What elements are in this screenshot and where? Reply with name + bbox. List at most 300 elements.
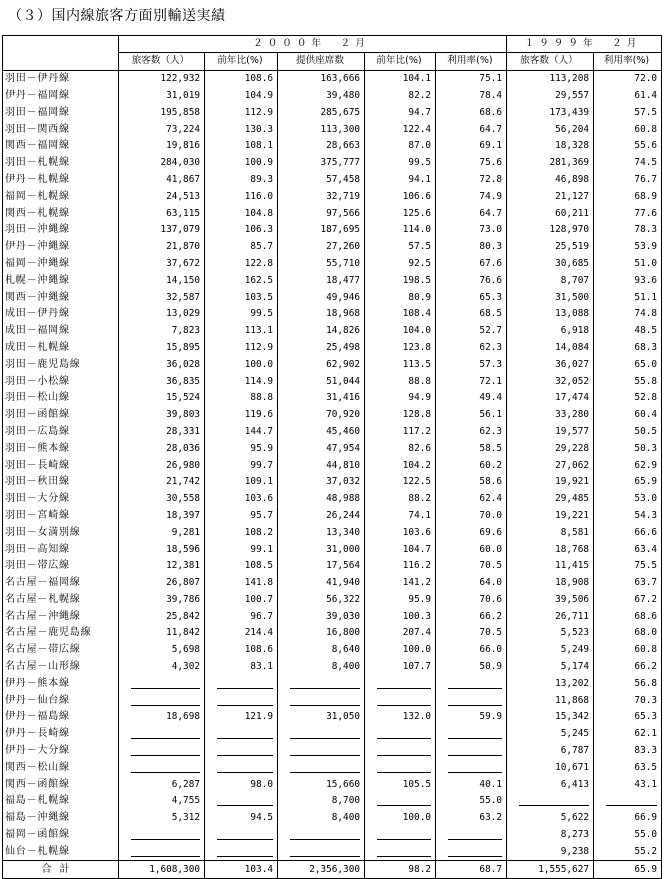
cell-load1999: 68.3 xyxy=(594,340,662,357)
cell-p1999: 128,970 xyxy=(507,222,594,239)
route-name: 関西－松山線 xyxy=(5,761,70,773)
cell-load: 56.1 xyxy=(436,407,507,424)
cell-seats-yoy: 117.2 xyxy=(365,424,436,441)
route-name: 羽田－熊本線 xyxy=(5,442,70,454)
cell-load: 64.7 xyxy=(436,205,507,222)
cell-p2000: 73,224 xyxy=(119,121,205,138)
cell-p2000: 15,524 xyxy=(119,390,205,407)
cell-p1999: 46,898 xyxy=(507,172,594,189)
cell-load: 72.8 xyxy=(436,172,507,189)
table-row xyxy=(3,692,662,709)
table-row xyxy=(3,222,662,239)
cell-seats-yoy: 103.6 xyxy=(365,524,436,541)
route-name: 伊丹－仙台線 xyxy=(5,694,70,706)
cell-yoy: 89.3 xyxy=(205,172,278,189)
cell-p1999: 25,519 xyxy=(507,239,594,256)
total-seats-yoy: 98.2 xyxy=(365,861,436,879)
cell-seats: 47,954 xyxy=(278,440,365,457)
total-yoy: 103.4 xyxy=(205,861,278,879)
cell-p1999: 13,088 xyxy=(507,306,594,323)
cell-p2000 xyxy=(119,827,205,844)
transport-table xyxy=(2,35,662,879)
cell-yoy: 108.6 xyxy=(205,642,278,659)
cell-yoy: 103.5 xyxy=(205,289,278,306)
cell-load1999: 50.3 xyxy=(594,440,662,457)
cell-load: 80.3 xyxy=(436,239,507,256)
cell-p1999: 29,485 xyxy=(507,491,594,508)
cell-seats-yoy xyxy=(365,675,436,692)
cell-yoy: 108.2 xyxy=(205,524,278,541)
cell-load: 69.6 xyxy=(436,524,507,541)
cell-seats: 48,988 xyxy=(278,491,365,508)
cell-seats: 26,244 xyxy=(278,508,365,525)
cell-seats xyxy=(278,743,365,760)
cell-load: 62.3 xyxy=(436,340,507,357)
cell-seats-yoy: 128.8 xyxy=(365,407,436,424)
route-name: 名古屋－鹿児島線 xyxy=(5,627,92,639)
cell-load1999: 74.5 xyxy=(594,155,662,172)
cell-yoy: 95.7 xyxy=(205,508,278,525)
cell-load1999: 53.9 xyxy=(594,239,662,256)
table-row xyxy=(3,424,662,441)
cell-load1999: 66.6 xyxy=(594,524,662,541)
cell-seats: 8,700 xyxy=(278,793,365,810)
cell-load1999: 52.8 xyxy=(594,390,662,407)
no-data-dash xyxy=(377,830,431,840)
cell-yoy: 116.0 xyxy=(205,188,278,205)
cell-p2000: 19,816 xyxy=(119,138,205,155)
cell-seats xyxy=(278,692,365,709)
route-name: 名古屋－福岡線 xyxy=(5,577,81,589)
cell-p2000: 18,397 xyxy=(119,508,205,525)
no-data-dash xyxy=(377,763,431,773)
cell-load1999: 51.0 xyxy=(594,256,662,273)
no-data-dash xyxy=(290,830,360,840)
cell-yoy xyxy=(205,843,278,860)
header-blank xyxy=(3,36,119,53)
cell-load1999: 93.6 xyxy=(594,272,662,289)
cell-seats: 39,030 xyxy=(278,608,365,625)
cell-seats: 57,458 xyxy=(278,172,365,189)
route-name: 関西－函館線 xyxy=(5,778,70,790)
cell-load: 74.9 xyxy=(436,188,507,205)
cell-load1999: 54.3 xyxy=(594,508,662,525)
no-data-dash xyxy=(217,847,273,857)
cell-load: 58.5 xyxy=(436,440,507,457)
cell-load: 55.0 xyxy=(436,793,507,810)
route-name: 羽田－伊丹線 xyxy=(5,73,70,85)
route-name: 伊丹－熊本線 xyxy=(5,677,70,689)
no-data-dash xyxy=(217,763,273,773)
cell-p2000: 5,312 xyxy=(119,810,205,827)
cell-yoy xyxy=(205,743,278,760)
header-seats: 提供座席数 xyxy=(278,53,365,71)
cell-load1999 xyxy=(594,793,662,810)
cell-load: 75.6 xyxy=(436,155,507,172)
cell-yoy: 96.7 xyxy=(205,608,278,625)
cell-p2000: 28,331 xyxy=(119,424,205,441)
no-data-dash xyxy=(606,796,657,806)
route-name: 羽田－女満別線 xyxy=(5,526,81,538)
route-name: 札幌－沖縄線 xyxy=(5,274,70,286)
no-data-dash xyxy=(131,729,200,739)
cell-load: 50.9 xyxy=(436,659,507,676)
cell-yoy xyxy=(205,793,278,810)
cell-p2000: 11,842 xyxy=(119,625,205,642)
cell-seats: 41,940 xyxy=(278,575,365,592)
cell-seats: 163,666 xyxy=(278,70,365,87)
no-data-dash xyxy=(290,746,360,756)
cell-p2000 xyxy=(119,692,205,709)
cell-p1999: 56,204 xyxy=(507,121,594,138)
cell-load: 62.4 xyxy=(436,491,507,508)
no-data-dash xyxy=(217,729,273,739)
cell-p2000: 12,381 xyxy=(119,558,205,575)
cell-load: 64.7 xyxy=(436,121,507,138)
cell-seats: 55,710 xyxy=(278,256,365,273)
no-data-dash xyxy=(377,696,431,706)
cell-load: 60.0 xyxy=(436,541,507,558)
cell-seats-yoy: 207.4 xyxy=(365,625,436,642)
cell-seats-yoy: 106.6 xyxy=(365,188,436,205)
cell-load1999: 65.9 xyxy=(594,474,662,491)
cell-yoy xyxy=(205,726,278,743)
table-row xyxy=(3,776,662,793)
cell-load: 66.0 xyxy=(436,642,507,659)
table-row xyxy=(3,592,662,609)
table-row xyxy=(3,558,662,575)
cell-yoy: 104.9 xyxy=(205,88,278,105)
cell-p1999: 6,413 xyxy=(507,776,594,793)
cell-p2000: 4,302 xyxy=(119,659,205,676)
route-name: 成田－伊丹線 xyxy=(5,308,70,320)
cell-load1999: 75.5 xyxy=(594,558,662,575)
cell-load1999: 51.1 xyxy=(594,289,662,306)
cell-load xyxy=(436,759,507,776)
cell-p2000: 26,980 xyxy=(119,457,205,474)
no-data-dash xyxy=(448,830,502,840)
table-row xyxy=(3,810,662,827)
cell-load: 58.6 xyxy=(436,474,507,491)
cell-seats: 18,968 xyxy=(278,306,365,323)
cell-load1999: 48.5 xyxy=(594,323,662,340)
cell-seats-yoy: 57.5 xyxy=(365,239,436,256)
cell-seats-yoy: 104.1 xyxy=(365,70,436,87)
cell-yoy: 100.9 xyxy=(205,155,278,172)
no-data-dash xyxy=(217,746,273,756)
route-name: 伊丹－長崎線 xyxy=(5,728,70,740)
cell-load: 76.6 xyxy=(436,272,507,289)
route-name: 伊丹－沖縄線 xyxy=(5,241,70,253)
cell-p1999: 60,211 xyxy=(507,205,594,222)
cell-load: 49.4 xyxy=(436,390,507,407)
cell-seats-yoy: 104.2 xyxy=(365,457,436,474)
cell-p1999: 13,202 xyxy=(507,675,594,692)
no-data-dash xyxy=(448,746,502,756)
route-name: 名古屋－札幌線 xyxy=(5,593,81,605)
table-row xyxy=(3,491,662,508)
cell-seats-yoy xyxy=(365,692,436,709)
cell-p1999: 36,027 xyxy=(507,356,594,373)
cell-p1999: 5,523 xyxy=(507,625,594,642)
table-row xyxy=(3,121,662,138)
cell-seats-yoy: 104.7 xyxy=(365,541,436,558)
cell-yoy: 108.5 xyxy=(205,558,278,575)
cell-load1999: 63.4 xyxy=(594,541,662,558)
cell-yoy: 99.1 xyxy=(205,541,278,558)
table-row xyxy=(3,474,662,491)
cell-p1999: 19,921 xyxy=(507,474,594,491)
table-row xyxy=(3,608,662,625)
route-name: 羽田－札幌線 xyxy=(5,157,70,169)
cell-p1999: 5,174 xyxy=(507,659,594,676)
cell-seats-yoy: 99.5 xyxy=(365,155,436,172)
cell-load1999: 55.6 xyxy=(594,138,662,155)
cell-seats-yoy: 104.0 xyxy=(365,323,436,340)
cell-yoy: 100.7 xyxy=(205,592,278,609)
cell-seats-yoy: 94.7 xyxy=(365,104,436,121)
route-name: 関西－福岡線 xyxy=(5,140,70,152)
cell-p2000: 39,786 xyxy=(119,592,205,609)
cell-seats-yoy: 108.4 xyxy=(365,306,436,323)
cell-seats: 37,032 xyxy=(278,474,365,491)
cell-seats: 17,564 xyxy=(278,558,365,575)
cell-load1999: 65.0 xyxy=(594,356,662,373)
cell-load: 63.2 xyxy=(436,810,507,827)
cell-load: 40.1 xyxy=(436,776,507,793)
route-name: 仙台－札幌線 xyxy=(5,845,70,857)
table-row xyxy=(3,675,662,692)
cell-p2000: 15,895 xyxy=(119,340,205,357)
cell-seats: 45,460 xyxy=(278,424,365,441)
cell-seats-yoy xyxy=(365,726,436,743)
route-name: 羽田－長崎線 xyxy=(5,459,70,471)
route-name: 羽田－福岡線 xyxy=(5,106,70,118)
cell-seats: 8,640 xyxy=(278,642,365,659)
route-name: 福島－札幌線 xyxy=(5,795,70,807)
no-data-dash xyxy=(377,729,431,739)
cell-p1999: 8,273 xyxy=(507,827,594,844)
cell-load1999: 68.9 xyxy=(594,188,662,205)
cell-seats-yoy: 82.2 xyxy=(365,88,436,105)
cell-seats: 28,663 xyxy=(278,138,365,155)
cell-p2000: 21,870 xyxy=(119,239,205,256)
table-row xyxy=(3,642,662,659)
cell-load1999: 70.3 xyxy=(594,692,662,709)
cell-seats-yoy xyxy=(365,827,436,844)
no-data-dash xyxy=(448,847,502,857)
cell-seats: 13,340 xyxy=(278,524,365,541)
no-data-dash xyxy=(131,679,200,689)
cell-seats-yoy: 94.1 xyxy=(365,172,436,189)
table-row xyxy=(3,407,662,424)
cell-load1999: 60.8 xyxy=(594,642,662,659)
cell-load1999: 77.6 xyxy=(594,205,662,222)
cell-seats-yoy xyxy=(365,843,436,860)
table-row xyxy=(3,390,662,407)
cell-p1999: 10,671 xyxy=(507,759,594,776)
cell-load1999: 76.7 xyxy=(594,172,662,189)
route-name: 福岡－沖縄線 xyxy=(5,257,70,269)
cell-seats: 18,477 xyxy=(278,272,365,289)
cell-seats: 31,000 xyxy=(278,541,365,558)
cell-load1999: 62.1 xyxy=(594,726,662,743)
route-name: 名古屋－帯広線 xyxy=(5,644,81,656)
cell-load: 67.6 xyxy=(436,256,507,273)
cell-p2000: 31,019 xyxy=(119,88,205,105)
cell-load1999: 67.2 xyxy=(594,592,662,609)
no-data-dash xyxy=(217,679,273,689)
cell-p1999: 14,084 xyxy=(507,340,594,357)
table-row xyxy=(3,70,662,87)
cell-load: 65.3 xyxy=(436,289,507,306)
cell-p1999: 31,500 xyxy=(507,289,594,306)
cell-yoy xyxy=(205,759,278,776)
cell-yoy: 103.6 xyxy=(205,491,278,508)
header-passengers: 旅客数（人） xyxy=(119,53,205,71)
cell-seats: 70,920 xyxy=(278,407,365,424)
total-p2000: 1,608,300 xyxy=(119,861,205,879)
cell-p2000: 36,028 xyxy=(119,356,205,373)
cell-p1999: 26,711 xyxy=(507,608,594,625)
cell-seats: 27,260 xyxy=(278,239,365,256)
cell-p1999: 33,280 xyxy=(507,407,594,424)
no-data-dash xyxy=(217,830,273,840)
cell-load1999: 57.5 xyxy=(594,104,662,121)
cell-seats: 31,050 xyxy=(278,709,365,726)
cell-seats-yoy: 82.6 xyxy=(365,440,436,457)
cell-load: 70.0 xyxy=(436,508,507,525)
cell-load1999: 63.7 xyxy=(594,575,662,592)
cell-p2000: 32,587 xyxy=(119,289,205,306)
route-name: 羽田－小松線 xyxy=(5,375,70,387)
cell-p1999: 11,415 xyxy=(507,558,594,575)
cell-seats-yoy xyxy=(365,759,436,776)
cell-yoy: 99.5 xyxy=(205,306,278,323)
cell-p1999: 8,707 xyxy=(507,272,594,289)
cell-seats-yoy: 141.2 xyxy=(365,575,436,592)
cell-seats: 56,322 xyxy=(278,592,365,609)
cell-load: 66.2 xyxy=(436,608,507,625)
cell-p2000 xyxy=(119,675,205,692)
cell-p1999: 30,685 xyxy=(507,256,594,273)
cell-load1999: 55.0 xyxy=(594,827,662,844)
cell-seats-yoy: 100.3 xyxy=(365,608,436,625)
cell-seats-yoy: 80.9 xyxy=(365,289,436,306)
table-row xyxy=(3,659,662,676)
cell-seats-yoy: 198.5 xyxy=(365,272,436,289)
cell-load1999: 83.3 xyxy=(594,743,662,760)
table-row xyxy=(3,625,662,642)
no-data-dash xyxy=(217,696,273,706)
cell-p1999: 281,369 xyxy=(507,155,594,172)
table-row xyxy=(3,356,662,373)
table-row xyxy=(3,323,662,340)
cell-p2000: 41,867 xyxy=(119,172,205,189)
cell-load xyxy=(436,827,507,844)
table-row xyxy=(3,104,662,121)
cell-load1999: 72.0 xyxy=(594,70,662,87)
cell-p1999: 19,577 xyxy=(507,424,594,441)
route-name: 伊丹－札幌線 xyxy=(5,173,70,185)
cell-p1999: 113,208 xyxy=(507,70,594,87)
cell-p2000: 7,823 xyxy=(119,323,205,340)
cell-load xyxy=(436,675,507,692)
cell-p1999: 39,506 xyxy=(507,592,594,609)
cell-p2000: 37,672 xyxy=(119,256,205,273)
cell-yoy xyxy=(205,692,278,709)
cell-seats-yoy: 123.8 xyxy=(365,340,436,357)
table-row xyxy=(3,373,662,390)
cell-p1999: 5,249 xyxy=(507,642,594,659)
cell-load: 59.9 xyxy=(436,709,507,726)
cell-p2000: 284,030 xyxy=(119,155,205,172)
table-row xyxy=(3,272,662,289)
route-name: 羽田－鹿児島線 xyxy=(5,358,81,370)
cell-yoy: 109.1 xyxy=(205,474,278,491)
cell-load1999: 55.2 xyxy=(594,843,662,860)
cell-seats: 51,044 xyxy=(278,373,365,390)
cell-seats-yoy: 100.0 xyxy=(365,642,436,659)
cell-yoy: 113.1 xyxy=(205,323,278,340)
cell-p2000: 24,513 xyxy=(119,188,205,205)
cell-p1999: 19,221 xyxy=(507,508,594,525)
no-data-dash xyxy=(448,679,502,689)
cell-load: 73.0 xyxy=(436,222,507,239)
total-load: 68.7 xyxy=(436,861,507,879)
table-row xyxy=(3,340,662,357)
no-data-dash xyxy=(377,796,431,806)
route-name: 羽田－関西線 xyxy=(5,123,70,135)
cell-p1999: 173,439 xyxy=(507,104,594,121)
cell-seats-yoy: 107.7 xyxy=(365,659,436,676)
cell-seats-yoy: 116.2 xyxy=(365,558,436,575)
cell-load xyxy=(436,692,507,709)
cell-load1999: 66.2 xyxy=(594,659,662,676)
cell-yoy: 94.5 xyxy=(205,810,278,827)
cell-load: 62.3 xyxy=(436,424,507,441)
cell-load1999: 63.5 xyxy=(594,759,662,776)
cell-seats: 49,946 xyxy=(278,289,365,306)
route-name: 名古屋－沖縄線 xyxy=(5,610,81,622)
cell-seats: 113,300 xyxy=(278,121,365,138)
cell-load1999: 68.0 xyxy=(594,625,662,642)
total-load1999: 65.9 xyxy=(594,861,662,879)
cell-yoy: 214.4 xyxy=(205,625,278,642)
no-data-dash xyxy=(377,847,431,857)
cell-load xyxy=(436,743,507,760)
cell-p1999 xyxy=(507,793,594,810)
route-name: 羽田－秋田線 xyxy=(5,476,70,488)
cell-load1999: 43.1 xyxy=(594,776,662,793)
cell-p1999: 29,228 xyxy=(507,440,594,457)
route-name: 羽田－函館線 xyxy=(5,409,70,421)
cell-p2000: 122,932 xyxy=(119,70,205,87)
cell-p1999: 21,127 xyxy=(507,188,594,205)
cell-seats-yoy: 113.5 xyxy=(365,356,436,373)
cell-seats: 187,695 xyxy=(278,222,365,239)
route-name: 羽田－大分線 xyxy=(5,493,70,505)
cell-load: 70.6 xyxy=(436,592,507,609)
route-name: 成田－札幌線 xyxy=(5,341,70,353)
header-year-2000: ２０００年 ２月 xyxy=(119,36,507,53)
cell-p2000: 26,807 xyxy=(119,575,205,592)
no-data-dash xyxy=(131,696,200,706)
cell-seats: 25,498 xyxy=(278,340,365,357)
no-data-dash xyxy=(377,679,431,689)
table-row xyxy=(3,138,662,155)
cell-p2000 xyxy=(119,726,205,743)
